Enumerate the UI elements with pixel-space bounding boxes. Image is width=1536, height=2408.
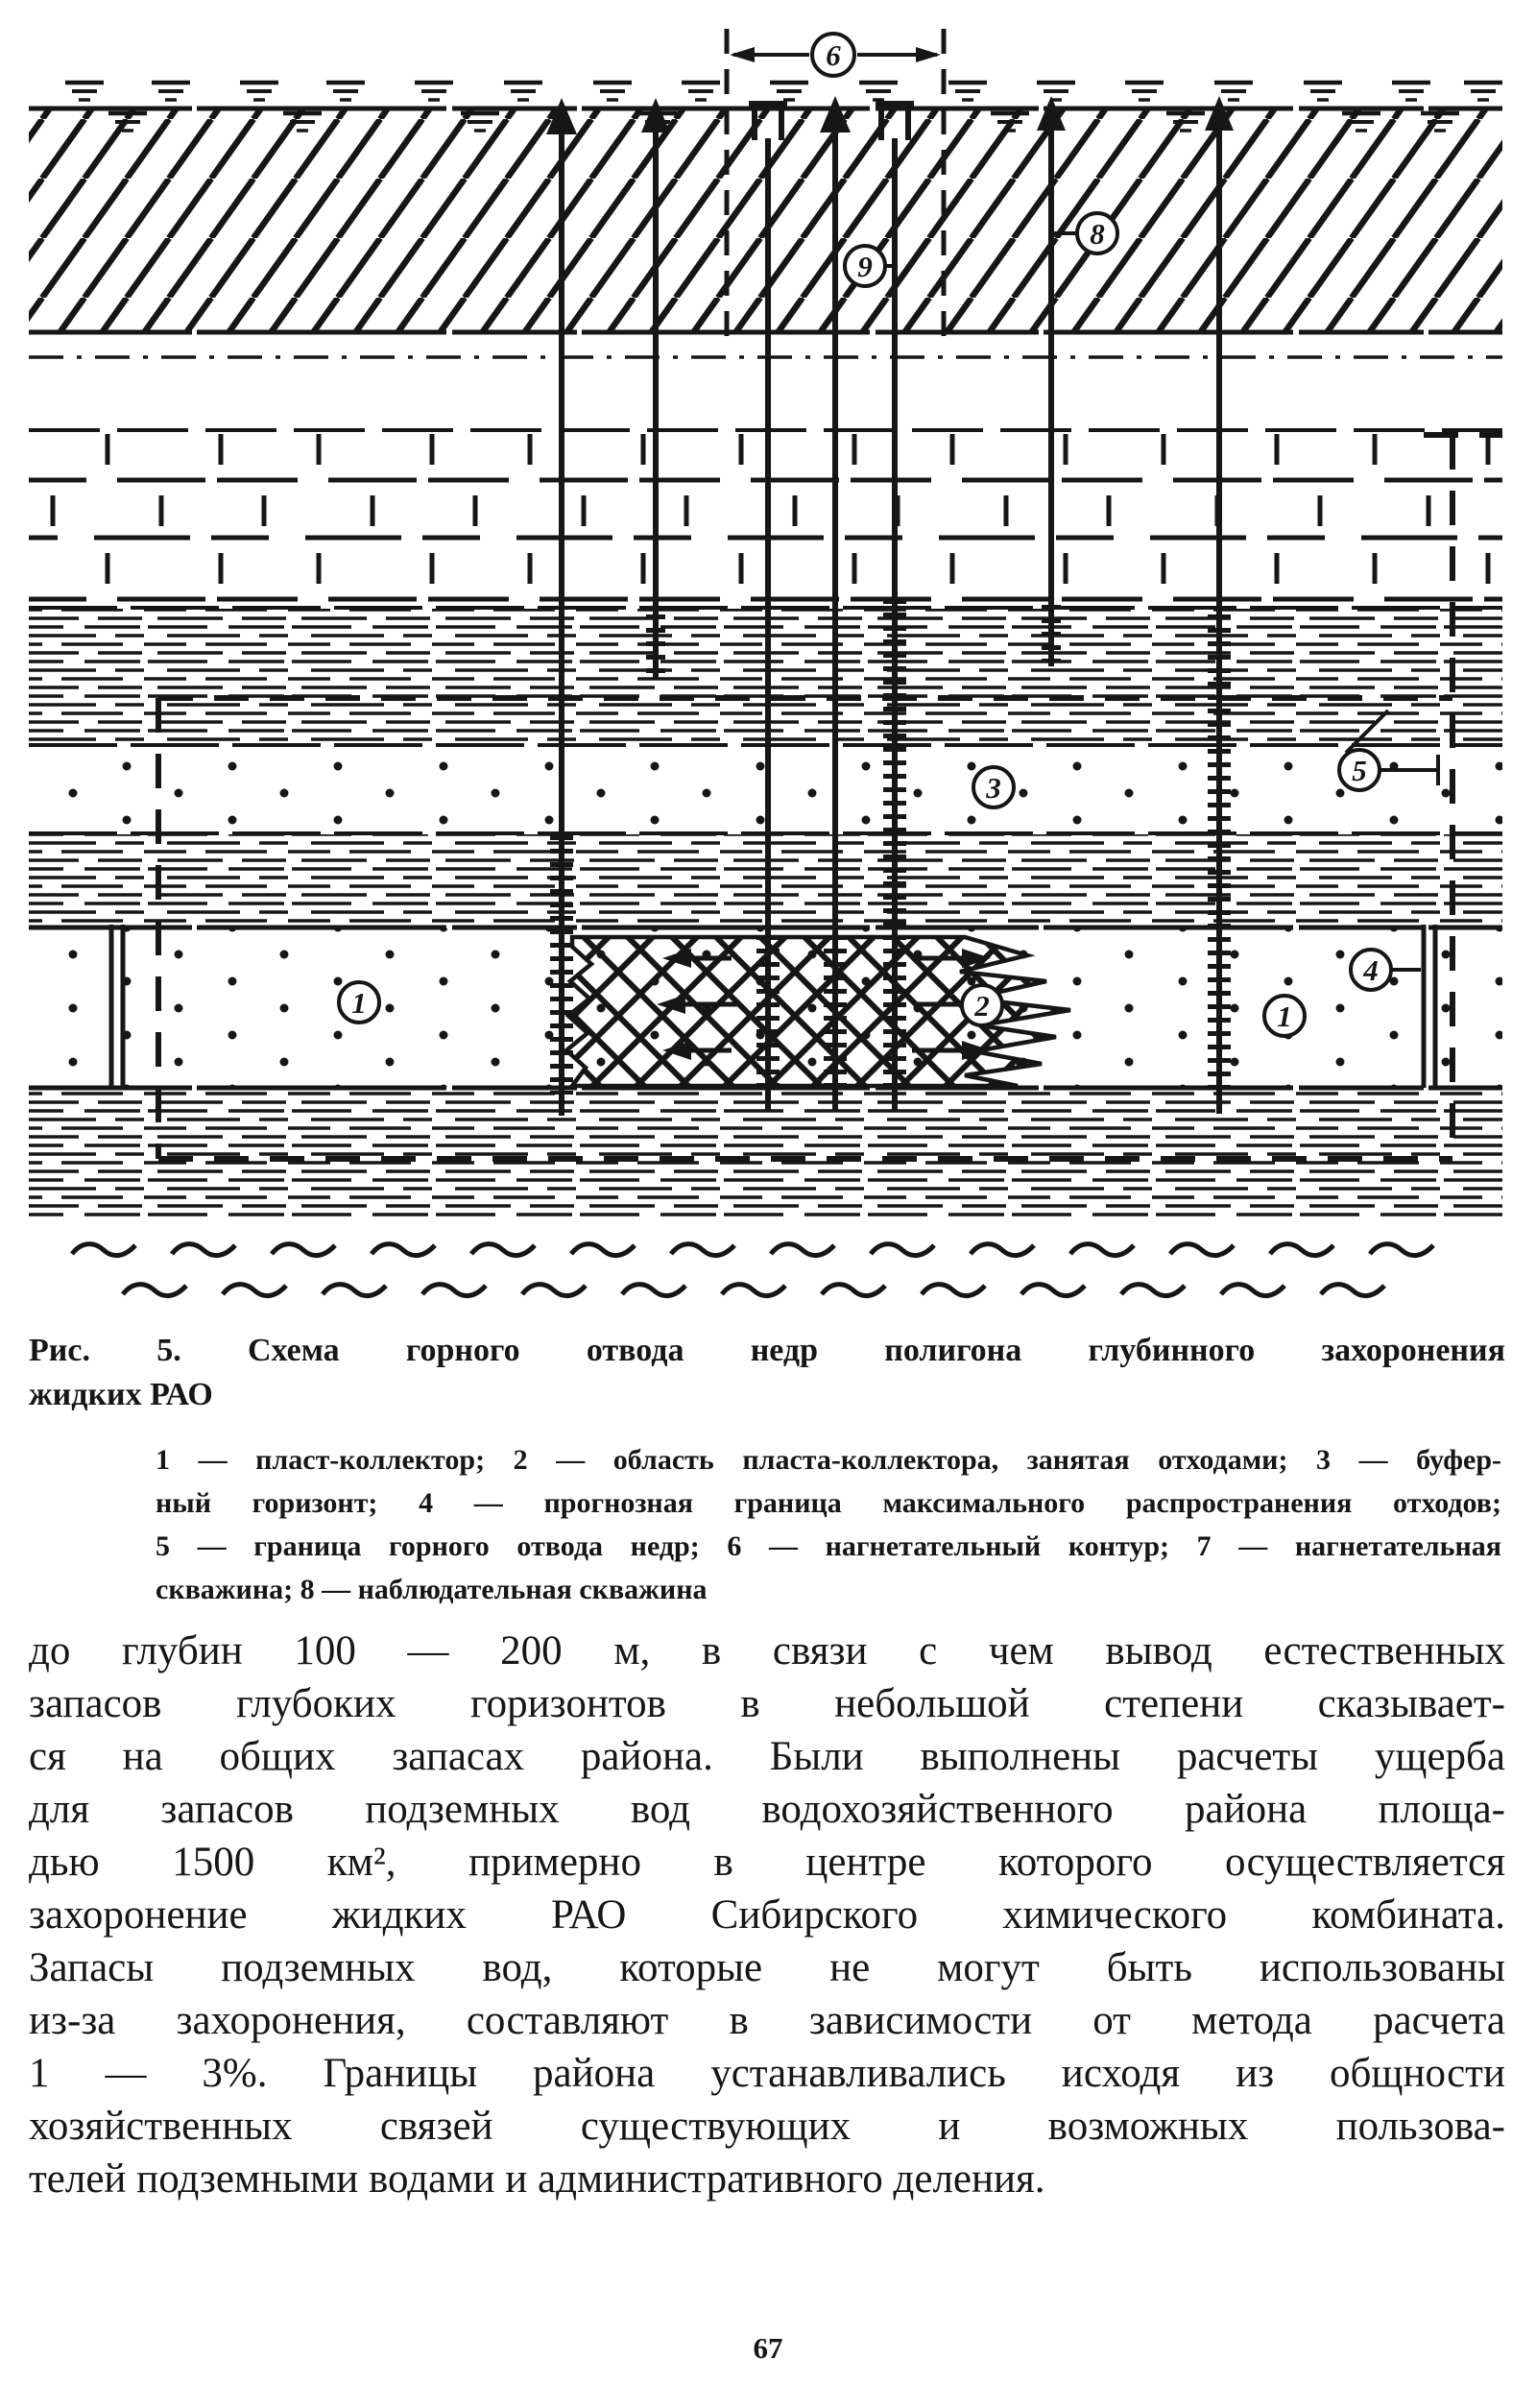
body-text-line: Запасы подземных вод, которые не могут быть использованы — [29, 1945, 1505, 1990]
svg-text:2: 2 — [974, 989, 990, 1023]
callout-4 — [1351, 950, 1391, 990]
body-text-line: для запасов подземных вод водохозяйственного района площа- — [29, 1787, 1505, 1832]
caption-line-1: Рис. 5. Схема горного отвода недр полигона глубинного захоронения — [29, 1333, 1505, 1368]
figure-caption — [29, 1329, 1505, 1417]
svg-text:8: 8 — [1090, 217, 1105, 251]
body-text-line: дью 1500 км², примерно в центре которого осуществляется — [29, 1840, 1505, 1885]
legend-line: 1 — пласт-коллектор; 2 — область пласта-коллектора, занятая отходами; 3 — буфер- — [156, 1444, 1501, 1476]
legend-line: 5 — граница горного отвода недр; 6 — нагнетательный контур; 7 — нагнетательная — [156, 1530, 1501, 1562]
page-number: 67 — [753, 2331, 783, 2365]
body-text-line: хозяйственных связей существующих и возможных пользова- — [29, 2104, 1505, 2149]
callout-1-right — [1264, 996, 1305, 1036]
svg-text:9: 9 — [857, 250, 873, 283]
body-text-line: захоронение жидких РАО Сибирского химического комбината. — [29, 1892, 1505, 1938]
svg-text:5: 5 — [1352, 754, 1367, 787]
callout-3 — [973, 767, 1014, 807]
svg-text:1: 1 — [351, 986, 367, 1020]
callout-9 — [845, 246, 885, 286]
callout-5 — [1339, 750, 1380, 790]
figure-legend — [156, 1438, 1501, 1611]
svg-text:1: 1 — [1277, 999, 1292, 1033]
svg-text:6: 6 — [826, 38, 841, 72]
body-text-line: из-за захоронения, составляют в зависимости от метода расчета — [29, 1998, 1505, 2043]
legend-line: скважина; 8 — наблюдательная скважина — [156, 1574, 708, 1605]
dimension-arrow-right — [916, 47, 941, 62]
body-text-line: 1 — 3%. Границы района устанавливались исходя из общности — [29, 2051, 1505, 2096]
groundwater-wave-symbols — [72, 1244, 1433, 1296]
body-text-line: запасов глубоких горизонтов в небольшой степени сказывает- — [29, 1681, 1505, 1726]
svg-text:3: 3 — [986, 771, 1001, 805]
callout-1-left — [339, 982, 379, 1023]
svg-text:4: 4 — [1363, 953, 1379, 987]
body-text-line: ся на общих запасах района. Были выполнены расчеты ущерба — [29, 1734, 1505, 1779]
caption-line-2: жидких РАО — [29, 1377, 213, 1412]
callout-6 — [812, 34, 854, 76]
body-text-line: до глубин 100 — 200 м, в связи с чем вывод естественных — [29, 1628, 1505, 1674]
legend-line: ный горизонт; 4 — прогнозная граница максимального распространения отходов; — [156, 1487, 1501, 1519]
body-text-line: телей подземными водами и административного деления. — [29, 2156, 1045, 2202]
callout-8 — [1077, 213, 1117, 253]
body-paragraph — [29, 1625, 1505, 2205]
dimension-arrow-left — [730, 47, 755, 62]
callout-2 — [962, 985, 1002, 1025]
